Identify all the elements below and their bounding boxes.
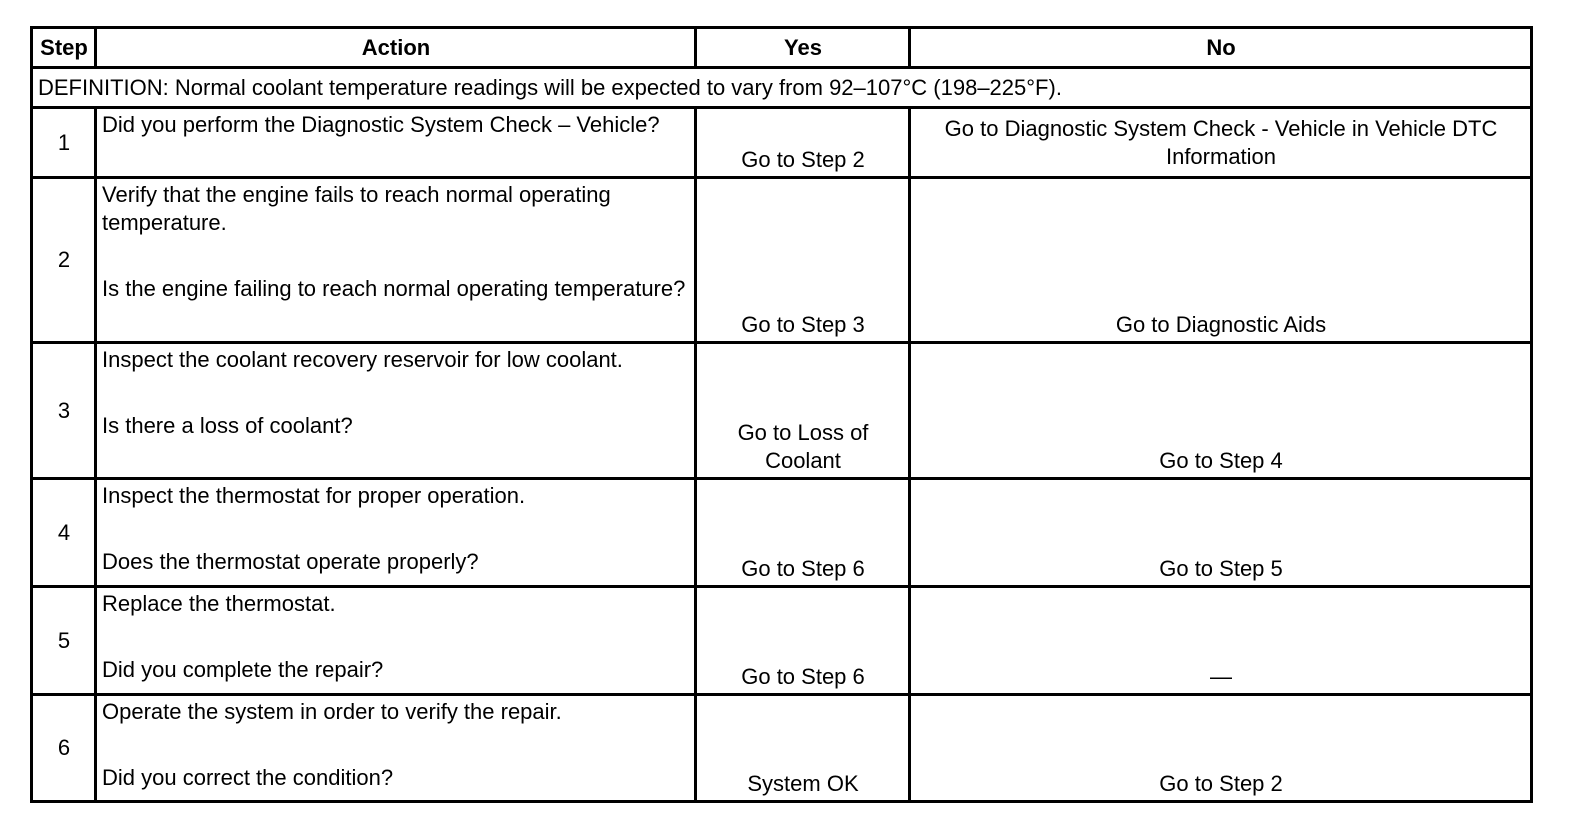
no-cell: Go to Step 2 — [910, 695, 1532, 802]
no-cell: Go to Step 5 — [910, 479, 1532, 587]
yes-cell: System OK — [696, 695, 910, 802]
yes-cell: Go to Step 6 — [696, 587, 910, 695]
no-cell: Go to Step 4 — [910, 343, 1532, 479]
header-action: Action — [96, 28, 696, 68]
action-question: Is there a loss of coolant? — [102, 413, 353, 438]
table-row — [32, 479, 1532, 587]
diagnostic-table — [30, 26, 1533, 803]
action-question: Did you correct the condition? — [102, 765, 394, 790]
header-yes: Yes — [696, 28, 910, 68]
action-cell — [96, 479, 696, 587]
action-text: Replace the thermostat. — [102, 591, 336, 616]
table-row — [32, 178, 1532, 343]
header-no: No — [910, 28, 1532, 68]
action-cell — [96, 587, 696, 695]
action-text: Verify that the engine fails to reach normal operating temperature. — [102, 182, 611, 235]
table-row — [32, 695, 1532, 802]
step-number: 1 — [32, 108, 96, 178]
step-number: 3 — [32, 343, 96, 479]
yes-cell: Go to Step 6 — [696, 479, 910, 587]
action-cell — [96, 108, 696, 178]
action-cell — [96, 343, 696, 479]
step-number: 4 — [32, 479, 96, 587]
action-text: Operate the system in order to verify the repair. — [102, 699, 562, 724]
header-row — [32, 28, 1532, 68]
action-cell — [96, 695, 696, 802]
no-cell: Go to Diagnostic System Check - Vehicle in Vehicle DTC Information — [910, 108, 1532, 178]
action-question: Does the thermostat operate properly? — [102, 549, 479, 574]
yes-cell: Go to Step 3 — [696, 178, 910, 343]
step-number: 2 — [32, 178, 96, 343]
step-number: 5 — [32, 587, 96, 695]
yes-cell — [696, 343, 910, 479]
action-question: Is the engine failing to reach normal operating temperature? — [102, 276, 686, 301]
definition-row — [32, 68, 1532, 108]
yes-text: Go to Loss of Coolant — [737, 420, 869, 473]
action-text: Did you perform the Diagnostic System Check – Vehicle? — [102, 112, 660, 137]
header-step: Step — [32, 28, 96, 68]
action-text: Inspect the thermostat for proper operation. — [102, 483, 526, 508]
step-number: 6 — [32, 695, 96, 802]
table-row — [32, 343, 1532, 479]
table-row — [32, 108, 1532, 178]
no-cell: Go to Diagnostic Aids — [910, 178, 1532, 343]
action-question: Did you complete the repair? — [102, 657, 384, 682]
definition-text: DEFINITION: Normal coolant temperature readings will be expected to vary from 92–107°C (198–225°F). — [32, 68, 1532, 108]
action-cell — [96, 178, 696, 343]
yes-cell: Go to Step 2 — [696, 108, 910, 178]
no-cell: — — [910, 587, 1532, 695]
table-row — [32, 587, 1532, 695]
action-text: Inspect the coolant recovery reservoir for low coolant. — [102, 347, 623, 372]
